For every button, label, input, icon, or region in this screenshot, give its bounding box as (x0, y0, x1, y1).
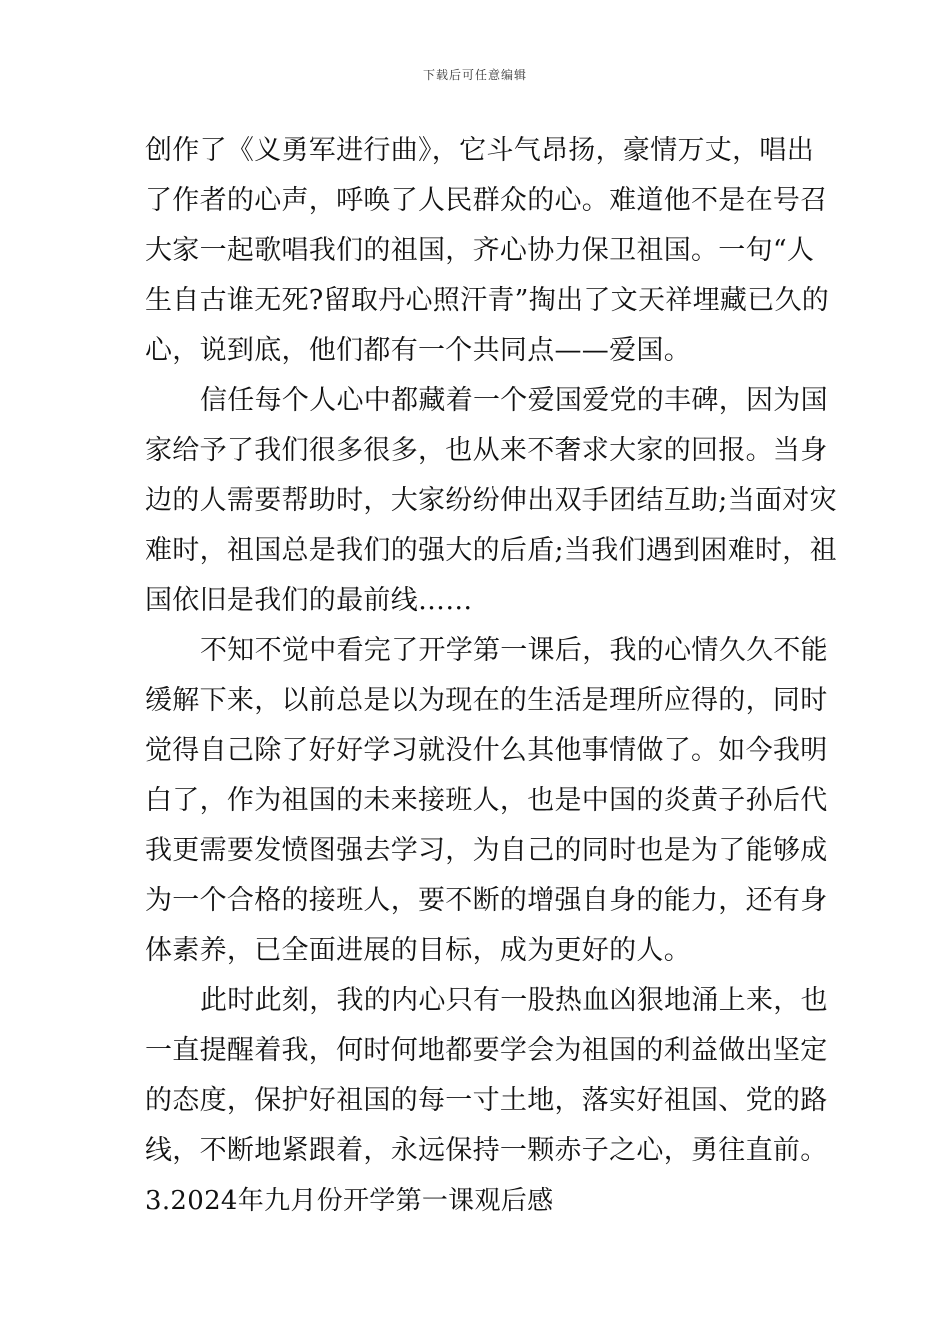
paragraph-line: 边的人需要帮助时，大家纷纷伸出双手团结互助;当面对灾 (145, 485, 837, 516)
page-header-note: 下载后可任意编辑 (422, 68, 527, 82)
paragraph-4 (145, 976, 828, 1176)
section-heading: 3.2024年九月份开学第一课观后感 (145, 1186, 554, 1216)
paragraph-line: 难时，祖国总是我们的强大的后盾;当我们遇到困难时，祖 (145, 535, 837, 566)
paragraph-line: 生自古谁无死?留取丹心照汗青”掏出了文天祥埋藏已久的 (145, 285, 830, 316)
document-body (145, 126, 837, 1226)
paragraph-line: 家给予了我们很多很多，也从来不奢求大家的回报。当身 (145, 435, 828, 466)
paragraph-line: 了作者的心声，呼唤了人民群众的心。难道他不是在号召 (145, 185, 828, 216)
paragraph-first-line: 不知不觉中看完了开学第一课后，我的心情久久不能 (200, 635, 828, 666)
paragraph-line: 一直提醒着我，何时何地都要学会为祖国的利益做出坚定 (145, 1035, 828, 1066)
paragraph-line: 觉得自己除了好好学习就没什么其他事情做了。如今我明 (145, 735, 828, 766)
paragraph-line: 线，不断地紧跟着，永远保持一颗赤子之心，勇往直前。 (145, 1135, 828, 1166)
paragraph-line: 大家一起歌唱我们的祖国，齐心协力保卫祖国。一句“人 (145, 235, 815, 266)
paragraph-3 (145, 626, 828, 976)
paragraph-line: 缓解下来，以前总是以为现在的生活是理所应得的，同时 (145, 685, 828, 716)
paragraph-2 (145, 376, 837, 626)
paragraph-line: 为一个合格的接班人，要不断的增强自身的能力，还有身 (145, 885, 828, 916)
paragraph-line: 国依旧是我们的最前线…… (145, 585, 473, 616)
paragraph-line: 白了，作为祖国的未来接班人，也是中国的炎黄子孙后代 (145, 785, 828, 816)
paragraph-line: 我更需要发愤图强去学习，为自己的同时也是为了能够成 (145, 835, 828, 866)
paragraph-line: 体素养，已全面进展的目标，成为更好的人。 (145, 935, 691, 966)
paragraph-line: 创作了《义勇军进行曲》，它斗气昂扬，豪情万丈，唱出 (145, 135, 814, 166)
paragraph-first-line: 此时此刻，我的内心只有一股热血凶狠地涌上来，也 (200, 985, 828, 1016)
paragraph-line: 的态度，保护好祖国的每一寸土地，落实好祖国、党的路 (145, 1085, 828, 1116)
paragraph-first-line: 信任每个人心中都藏着一个爱国爱党的丰碑，因为国 (200, 385, 828, 416)
paragraph-line: 心，说到底，他们都有一个共同点——爱国。 (145, 335, 691, 366)
paragraph-1 (145, 126, 830, 376)
